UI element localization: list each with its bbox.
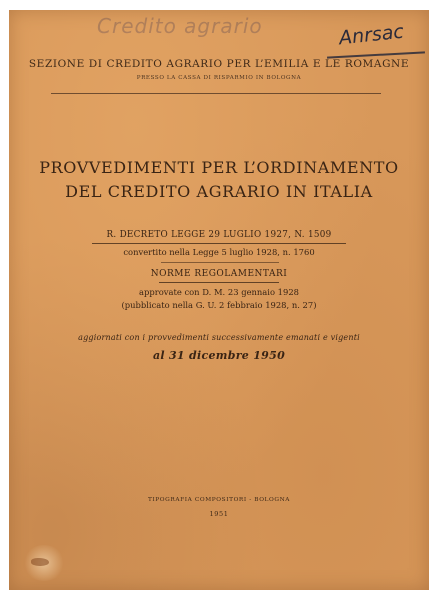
- decree-converted: convertito nella Legge 5 luglio 1928, n. 1760: [123, 247, 315, 257]
- decree-title: R. DECRETO LEGGE 29 LUGLIO 1927, N. 1509: [106, 230, 332, 240]
- stain-spot: [31, 558, 49, 566]
- publication-year: 1951: [209, 510, 229, 518]
- regulations-underline: [159, 282, 279, 283]
- update-date: al 31 dicembre 1950: [152, 349, 286, 362]
- header-divider: [51, 93, 381, 94]
- printer-name: TIPOGRAFIA COMPOSITORI - BOLOGNA: [147, 497, 291, 503]
- regulations-title: NORME REGOLAMENTARI: [150, 269, 288, 279]
- regulations-published: (pubblicato nella G. U. 2 febbraio 1928, n. 27): [121, 300, 317, 310]
- update-note: aggiornati con i provvedimenti successivamente emanati e vigenti: [78, 333, 360, 342]
- handwritten-note: Credito agrario: [97, 14, 263, 38]
- section-divider: [161, 262, 279, 263]
- decree-underline: [92, 243, 346, 244]
- organization-subtitle: PRESSO LA CASSA DI RISPARMIO IN BOLOGNA: [136, 75, 302, 81]
- document-cover: [9, 10, 429, 590]
- organization-title: SEZIONE DI CREDITO AGRARIO PER L’EMILIA E LE ROMAGNE: [28, 58, 410, 70]
- main-title-line2: DEL CREDITO AGRARIO IN ITALIA: [65, 182, 373, 201]
- regulations-approved: approvate con D. M. 23 gennaio 1928: [138, 287, 299, 297]
- main-title-line1: PROVVEDIMENTI PER L’ORDINAMENTO: [39, 158, 399, 177]
- handwritten-signature: Anrsac: [338, 20, 405, 50]
